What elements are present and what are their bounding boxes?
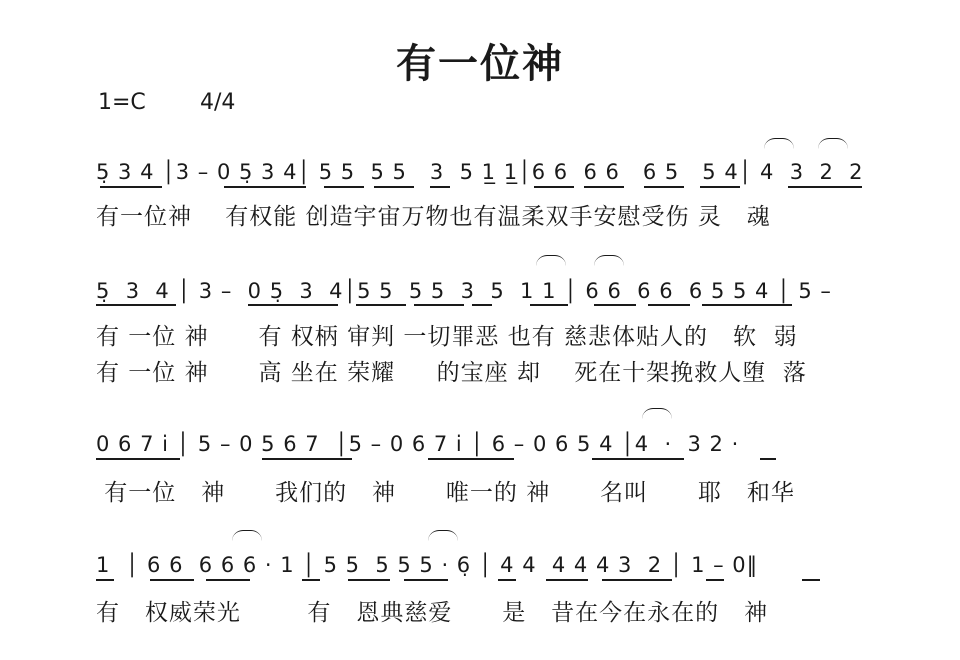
key-signature: 1=C bbox=[98, 90, 146, 115]
score-line-4: 1 │ 6 6 6 6 6 · 1 │ 5 5 5 5 5 · 6̣ │ 4 4 4 4 4 3 2 │ 1 – 0‖ bbox=[96, 553, 759, 577]
lyric-line-3: 有一位 神 我们的 神 唯一的 神 名叫 耶 和华 bbox=[96, 480, 795, 506]
beam-underline bbox=[802, 579, 820, 581]
score-line-3: 0 6 7 i̇ │ 5 – 0 5 6 7 │5 – 0 6 7 i̇ │ 6 – 0 6 5 4 │4 · 3 2 · bbox=[96, 432, 740, 456]
beam-underline bbox=[428, 458, 514, 460]
beam-underline bbox=[602, 579, 672, 581]
slur-mark bbox=[594, 255, 624, 266]
beam-underline bbox=[702, 304, 792, 306]
beam-underline bbox=[206, 579, 250, 581]
beam-underline bbox=[592, 458, 684, 460]
beam-underline bbox=[534, 186, 574, 188]
beam-underline bbox=[546, 579, 588, 581]
beam-underline bbox=[374, 186, 414, 188]
beam-underline bbox=[644, 186, 684, 188]
beam-underline bbox=[498, 579, 516, 581]
beam-underline bbox=[648, 304, 690, 306]
beam-underline bbox=[150, 579, 194, 581]
beam-underline bbox=[404, 579, 448, 581]
slur-mark bbox=[536, 255, 566, 266]
beam-underline bbox=[100, 186, 162, 188]
lyric-line-2-verse-1: 有 一位 神 有 权柄 审判 一切罪恶 也有 慈悲体贴人的 软 弱 bbox=[96, 324, 798, 350]
beam-underline bbox=[760, 458, 776, 460]
beam-underline bbox=[262, 458, 352, 460]
beam-underline bbox=[414, 304, 464, 306]
song-title: 有一位神 bbox=[396, 41, 564, 87]
beam-underline bbox=[356, 304, 406, 306]
beam-underline bbox=[96, 304, 176, 306]
beam-underline bbox=[96, 579, 114, 581]
lyric-line-2-verse-2: 有 一位 神 高 坐在 荣耀 的宝座 却 死在十架挽救人堕 落 bbox=[96, 360, 807, 386]
beam-underline bbox=[302, 579, 320, 581]
time-signature: 4/4 bbox=[200, 90, 236, 115]
beam-underline bbox=[324, 186, 364, 188]
slur-mark bbox=[428, 530, 458, 541]
slur-mark bbox=[818, 138, 848, 149]
slur-mark bbox=[642, 408, 672, 419]
lyric-line-4: 有 权威荣光 有 恩典慈爱 是 昔在今在永在的 神 bbox=[96, 600, 769, 626]
slur-mark bbox=[764, 138, 794, 149]
beam-underline bbox=[96, 458, 180, 460]
score-line-1: 5̣ 3 4 │3 – 0 5̣ 3 4│ 5 5 5 5 3 5 1̲ 1̲│6 6 6 6 6 5 5 4│ 4 3 2 2 bbox=[96, 160, 864, 184]
beam-underline bbox=[584, 186, 624, 188]
score-line-2: 5̣ 3 4 │ 3 – 0 5̣ 3 4│5 5 5 5 3 5 1 1 │ 6 6 6 6 6 5 5 4 │ 5 – bbox=[96, 279, 832, 303]
beam-underline bbox=[700, 186, 740, 188]
beam-underline bbox=[530, 304, 568, 306]
beam-underline bbox=[224, 186, 306, 188]
beam-underline bbox=[348, 579, 390, 581]
beam-underline bbox=[430, 186, 450, 188]
beam-underline bbox=[594, 304, 636, 306]
beam-underline bbox=[248, 304, 338, 306]
slur-mark bbox=[232, 530, 262, 541]
beam-underline bbox=[472, 304, 492, 306]
beam-underline bbox=[788, 186, 862, 188]
beam-underline bbox=[706, 579, 724, 581]
lyric-line-1: 有一位神 有权能 创造宇宙万物也有温柔双手安慰受伤 灵 魂 bbox=[96, 204, 771, 230]
